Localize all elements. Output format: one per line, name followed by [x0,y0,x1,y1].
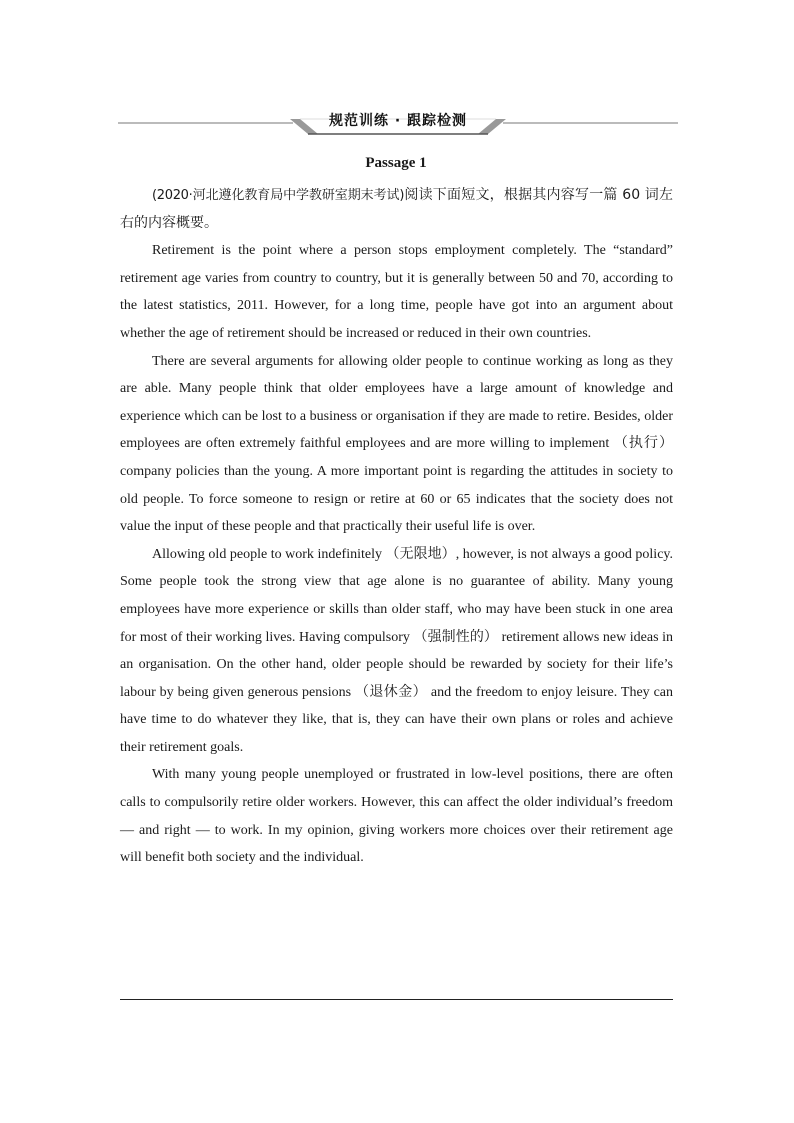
paragraph-text: and the freedom to enjoy leisure. They can have time to do whatever they like, that is, they can have their own plans or roles and achieve their retirement goals. [120,684,673,755]
gloss-annotation: （无限地） [385,545,456,562]
paragraph-text: Retirement is the point where a person stops employment completely. The “standard” retirement age varies from country to country, but it is generally between 50 and 70, according to the latest statistics, 2011. However, for a long time, people have got into an argument about whether the age of retirement should be increased or reduced in their own countries. [120,243,673,341]
paragraph-text: retirement allows new ideas in an organisation. On the other hand, older people should be rewarded by society for their life’s labour by being given generous pensions [120,629,674,700]
gloss-annotation: （退休金） [354,683,428,700]
paragraph-text: There are several arguments for allowing older people to continue working as long as they are able. Many people think that older employees have a large amount of knowledge and experience which can be lost to a business or organisation if they are made to retire. Besides, older employees are often extremely faithful employees and are more willing to implement [120,353,673,452]
paragraph-4 [120,761,673,871]
section-header [118,110,678,136]
paragraph-2 [120,348,673,541]
section-title: 规范训练 · 跟踪检测 [328,113,468,129]
source-instruction [120,182,673,237]
paragraph-1 [120,237,673,347]
gloss-annotation: （执行） [613,435,674,452]
paragraph-text: company policies than the young. A more important point is regarding the attitudes in society to old people. To force someone to resign or retire at 60 or 65 indicates that the society does not value the input of these people and that practically their useful life is over. [120,463,673,535]
paragraph-text: , however, is not always a good policy. Some people took the strong view that age alone is no guarantee of ability. Many young employees have more experience or skills than older staff, who may have been stuck in one area for most of their working lives. Having compulsory [120,546,673,645]
source-citation: (2020·河北遵化教育局中学教研室期末考试) [152,188,405,203]
paragraph-3 [120,541,673,762]
paragraph-text: Allowing old people to work indefinitely [152,546,386,562]
task-instruction: 阅读下面短文，根据其内容写一篇 60 词左右的内容概要。 [120,187,673,231]
gloss-annotation: （强制性的） [413,628,499,645]
footer-divider [120,999,673,1000]
passage-title: Passage 1 [365,155,427,171]
paragraph-text: With many young people unemployed or frustrated in low-level positions, there are often calls to compulsorily retire older workers. However, this can affect the older individual’s freedom — and right — to work. In my opinion, giving workers more choices over their retirement age will benefit both society and the individual. [120,767,673,866]
passage-body [120,182,673,872]
